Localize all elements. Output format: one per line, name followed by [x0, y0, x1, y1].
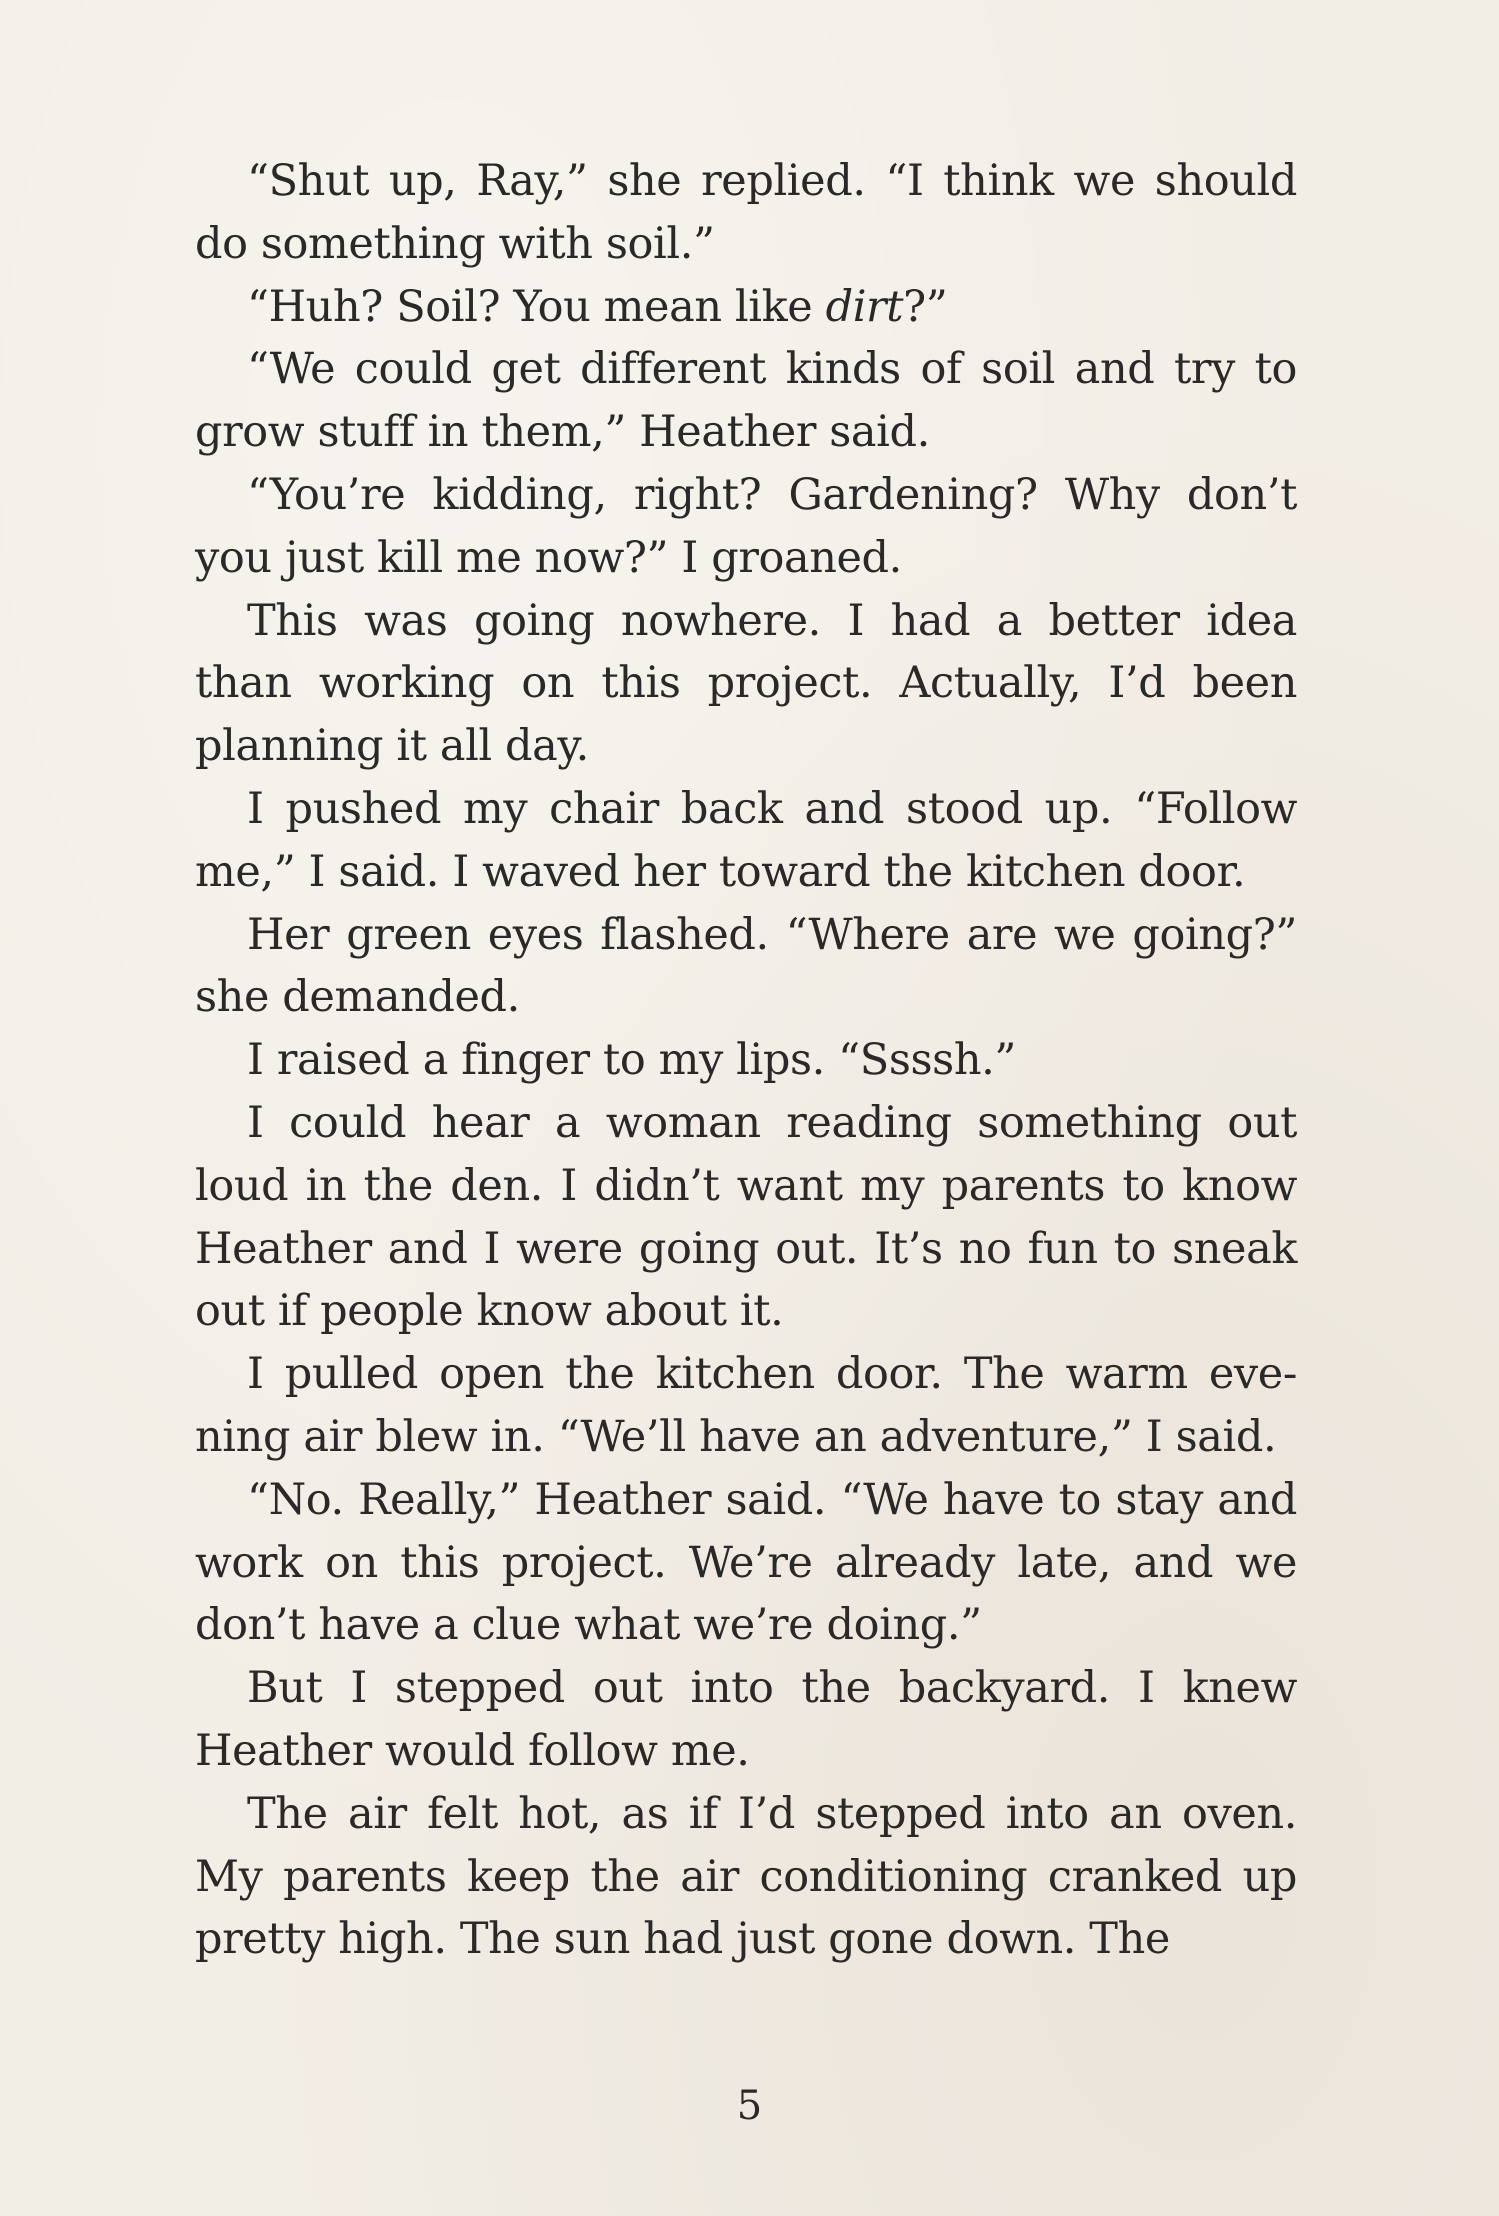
paragraph-2	[195, 276, 1297, 339]
paragraph-2-before: “Huh? Soil? You mean like	[247, 281, 826, 332]
paragraph-2-after: ?”	[903, 281, 948, 332]
paragraph-9: I could hear a woman reading something out loud in the den. I didn’t want my parents to know Heather and I were going out. It’s no fun to sneak out if people know about it.	[195, 1097, 1297, 1337]
paragraph-13: The air felt hot, as if I’d stepped into an oven. My parents keep the air conditioning cranked up pretty high. The sun had just gone down. The	[195, 1788, 1297, 1965]
paragraph-5: This was going nowhere. I had a better idea than working on this project. Actually, I’d been planning it all day.	[195, 595, 1297, 772]
paragraph-2-italic: dirt	[825, 281, 904, 332]
paragraph-8: I raised a finger to my lips. “Ssssh.”	[247, 1035, 1016, 1086]
paragraph-3: “We could get different kinds of soil and try to grow stuff in them,” Heather said.	[195, 344, 1297, 458]
paragraph-10: I pulled open the kitchen door. The warm eve-ning air blew in. “We’ll have an adventure,” I said.	[195, 1349, 1297, 1462]
paragraph-7: Her green eyes flashed. “Where are we going?” she demanded.	[195, 909, 1297, 1023]
paragraph-12: But I stepped out into the backyard. I knew Heather would follow me.	[195, 1663, 1297, 1776]
paragraph-4: “You’re kidding, right? Gardening? Why don’t you just kill me now?” I groaned.	[195, 469, 1297, 583]
page-number: 5	[736, 2083, 763, 2129]
paragraph-1: “Shut up, Ray,” she replied. “I think we should do something with soil.”	[195, 156, 1297, 269]
paragraph-11: “No. Really,” Heather said. “We have to stay and work on this project. We’re already late, and we don’t have a clue what we’re doing.”	[195, 1474, 1297, 1651]
paragraph-6: I pushed my chair back and stood up. “Follow me,” I said. I waved her toward the kitchen door.	[195, 783, 1297, 897]
body-text	[195, 150, 1297, 1971]
